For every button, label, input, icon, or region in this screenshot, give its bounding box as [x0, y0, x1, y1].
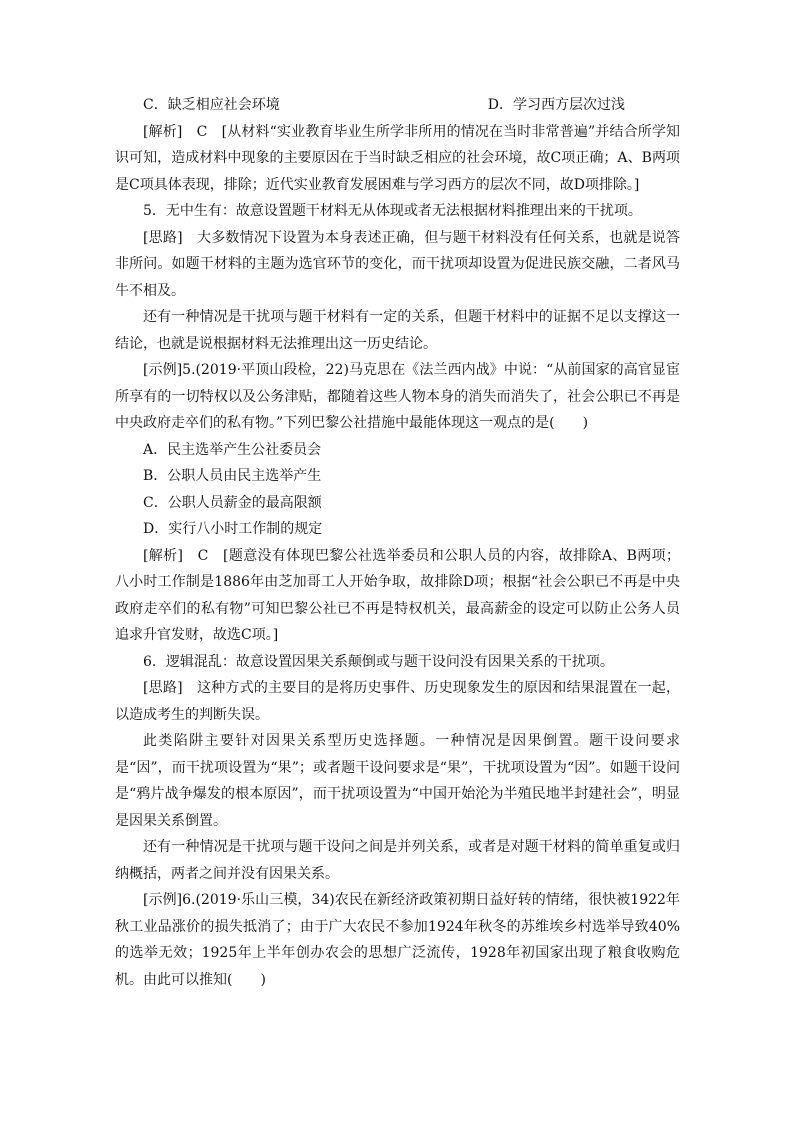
section-6-paragraph-2: 还有一种情况是干扰项与题干设问之间是并列关系，或者是对题干材料的简单重复或归纳概括，两者之间并没有因果关系。 — [115, 839, 680, 882]
analysis-paragraph-1: [解析] C [从材料“实业教育毕业生所学非所用的情况在当时非常普遍”并结合所学知识可知，造成材料中现象的主要原因在于当时缺乏相应的社会环境，故C项正确；A、B两项是C项具体表现，排除；近代实业教育发展困难与学习西方的层次不同，故D项排除。] — [115, 123, 680, 193]
example-5-option-b: B．公职人员由民主选举产生 — [143, 468, 322, 484]
analysis-paragraph-2: [解析] C [题意没有体现巴黎公社选举委员和公职人员的内容，故排除A、B两项；八小时工作制是1886年由芝加哥工人开始争取，故排除D项；根据“社会公职已不再是中央政府走卒们的私有物”可知巴黎公社已不再是特权机关，最高薪金的设定可以防止公务人员追求升官发财，故选C项。] — [115, 547, 680, 643]
section-5-extra: 还有一种情况是干扰项与题干材料有一定的关系，但题干材料中的证据不足以支撑这一结论，也就是说根据材料无法推理出这一历史结论。 — [115, 309, 680, 352]
option-c-top: C．缺乏相应社会环境 — [143, 97, 280, 113]
example-5-option-c: C．公职人员薪金的最高限额 — [143, 494, 322, 511]
section-6-heading: 6．逻辑混乱：故意设置因果关系颠倒或与题干设问没有因果关系的干扰项。 — [143, 653, 614, 670]
section-6-paragraph-1: 此类陷阱主要针对因果关系型历史选择题。一种情况是因果倒置。题干设问要求是“因”，而干扰项设置为“果”；或者题干设问要求是“果”，干扰项设置为“因”。如题干设问是“鸦片战争爆发的根本原因”，而干扰项设置为“中国开始沦为半殖民地半封建社会”，明显是因果关系倒置。 — [115, 733, 680, 829]
section-6-idea: [思路] 这种方式的主要目的是将历史事件、历史现象发生的原因和结果混置在一起，以造成考生的判断失误。 — [115, 680, 680, 723]
document-body — [115, 92, 680, 993]
top-options-row — [115, 92, 680, 119]
example-5-question: [示例]5.(2019·平顶山段检，22)马克思在《法兰西内战》中说：“从前国家的高官显宦所享有的一切特权以及公务津贴，都随着这些人物本身的消失而消失了，社会公职已不再是中央政府走卒们的私有物。”下列巴黎公社措施中最能体现这一观点的是( ) — [115, 362, 680, 431]
example-5-option-a: A．民主选举产生公社委员会 — [143, 441, 322, 458]
example-5-option-d: D．实行八小时工作制的规定 — [143, 521, 323, 537]
example-6-question: [示例]6.(2019·乐山三模，34)农民在新经济政策初期日益好转的情绪，很快被1922年秋工业品涨价的损失抵消了；由于广大农民不参加1924年秋冬的苏维埃乡村选举导致40%的选举无效；1925年上半年创办农会的思想广泛流传，1928年初国家出现了粮食收购危机。由此可以推知( ) — [115, 892, 680, 988]
section-5-heading: 5．无中生有：故意设置题干材料无从体现或者无法根据材料推理出来的干扰项。 — [143, 203, 642, 219]
option-d-top: D．学习西方层次过浅 — [487, 97, 625, 113]
section-5-idea: [思路] 大多数情况下设置为本身表述正确，但与题干材料没有任何关系，也就是说答非所问。如题干材料的主题为选官环节的变化，而干扰项却设置为促进民族交融，二者风马牛不相及。 — [115, 229, 680, 299]
